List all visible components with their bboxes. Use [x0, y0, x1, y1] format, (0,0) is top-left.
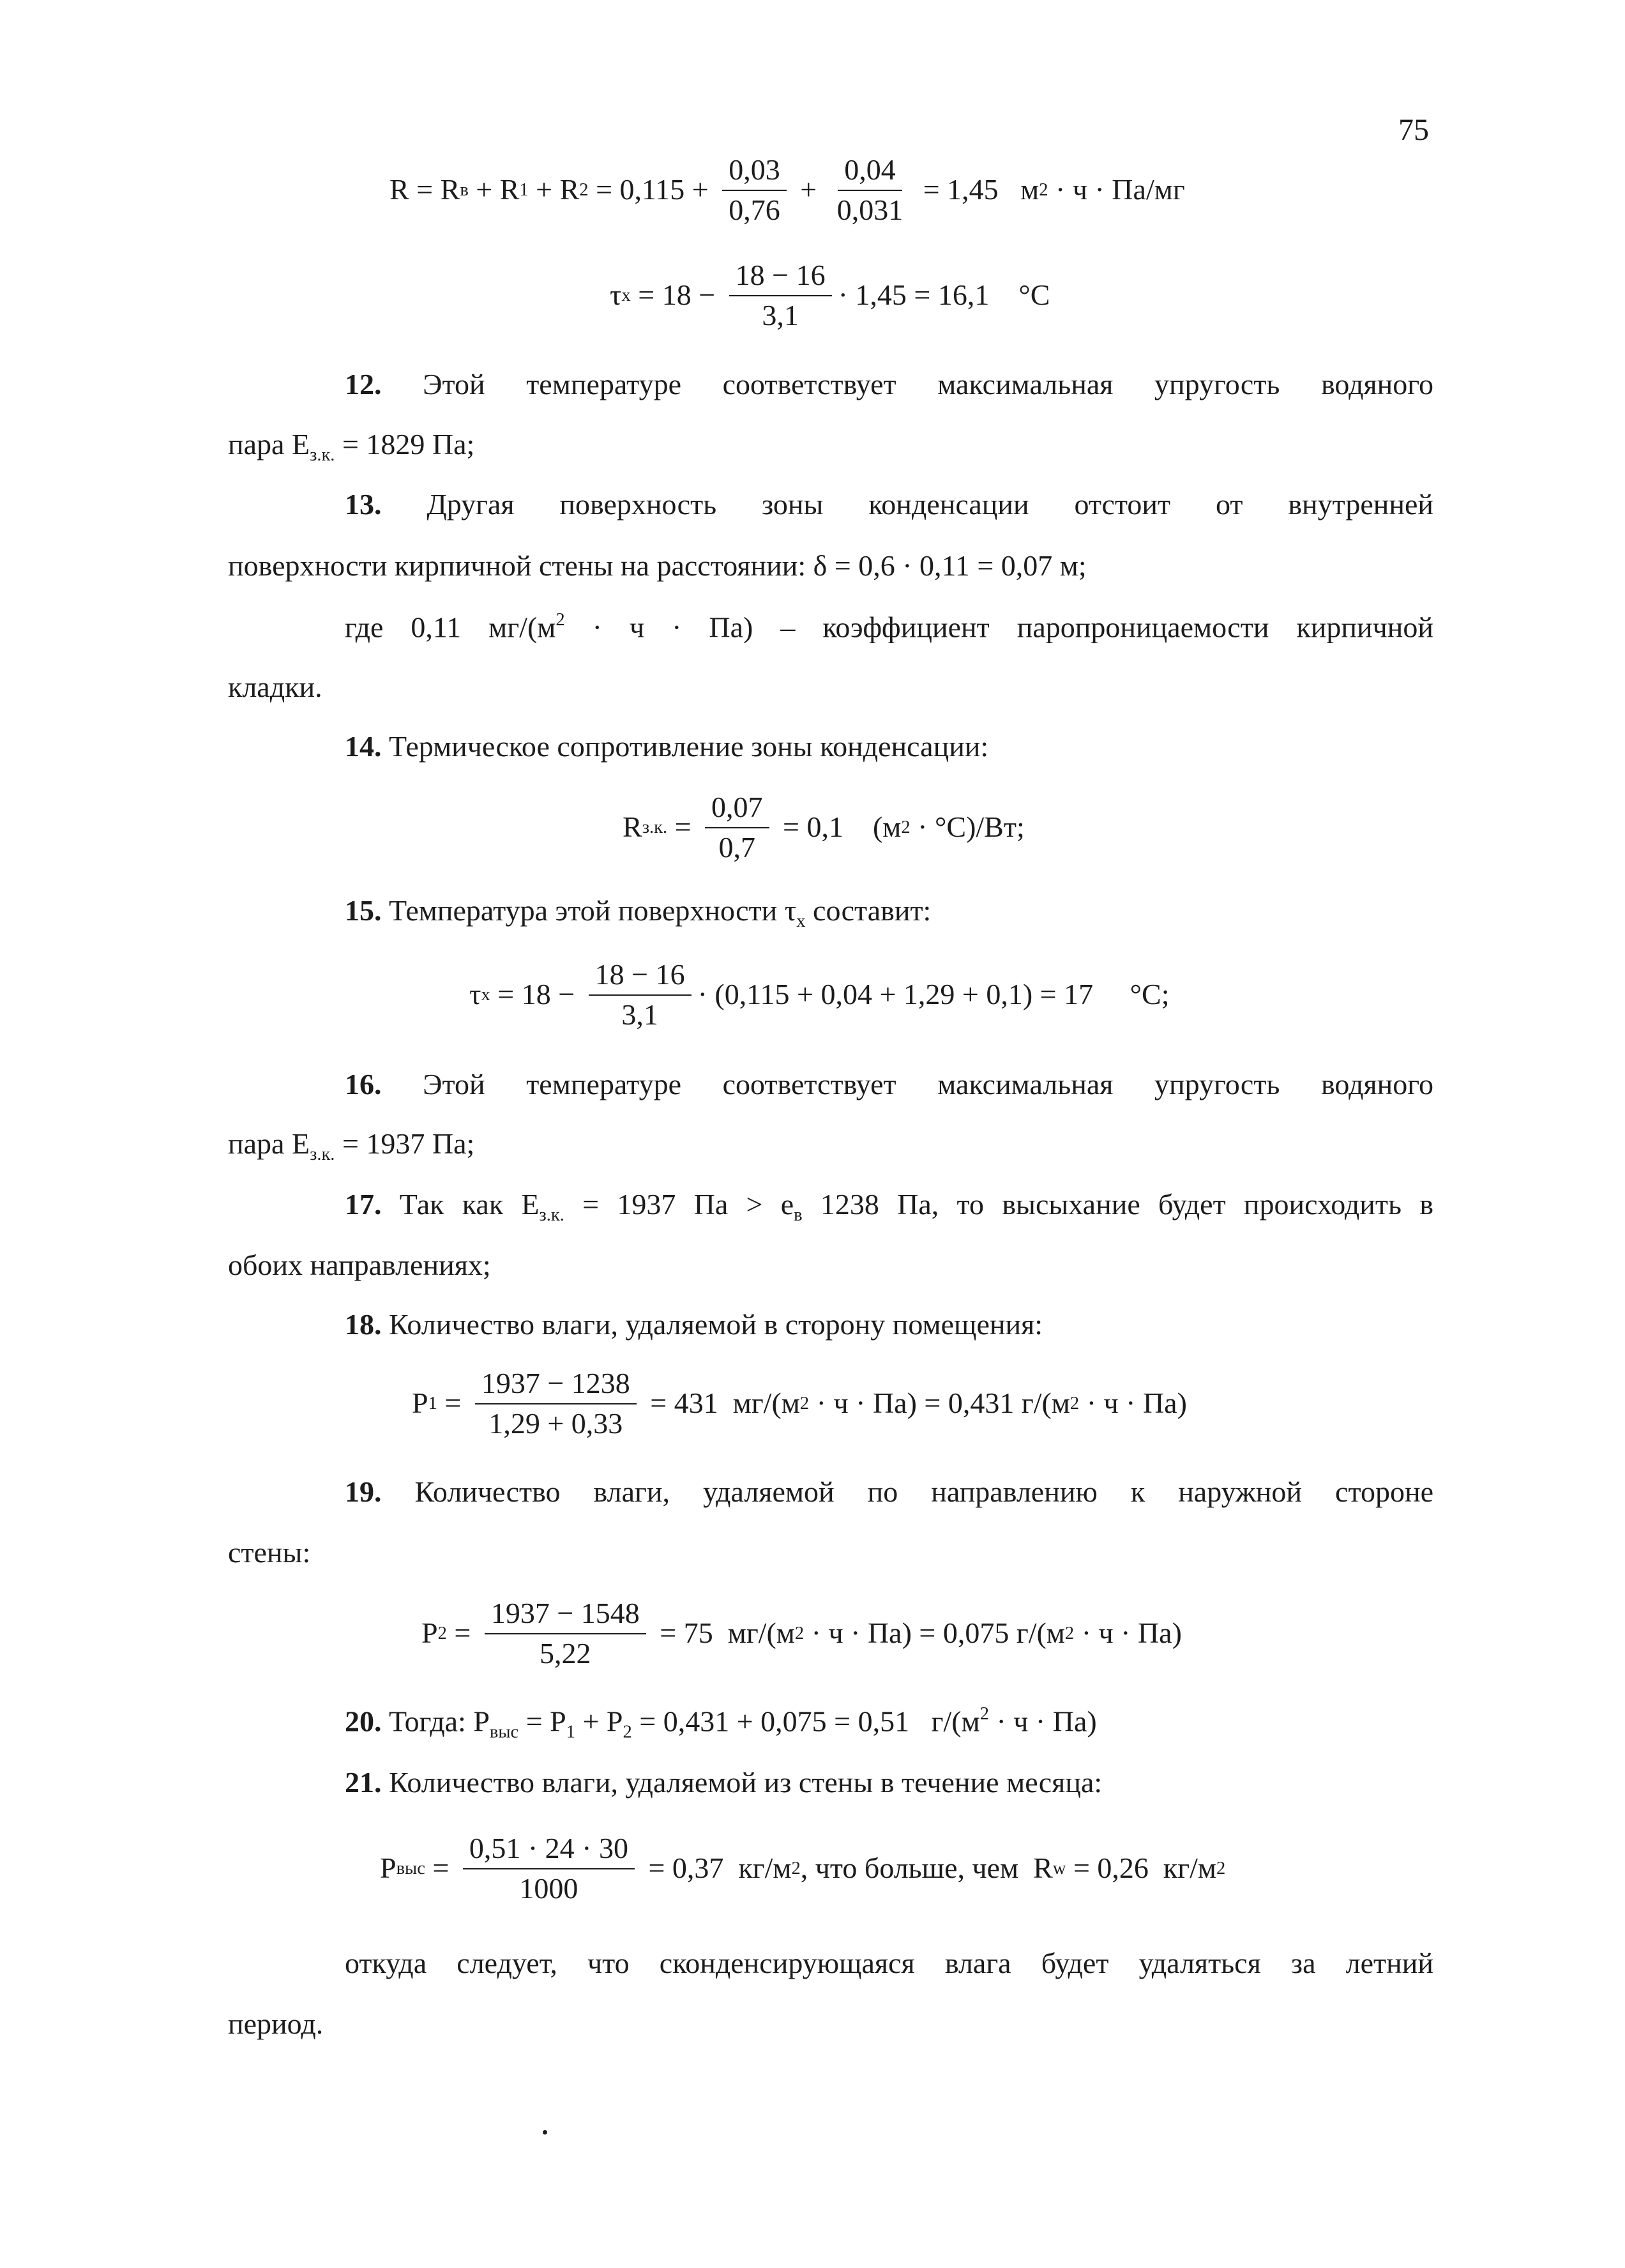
paragraph-20-number: 20. [345, 1705, 382, 1738]
paragraph-16-line-1 [345, 1068, 1433, 1102]
eq-pvys-lhs: P [380, 1852, 397, 1885]
eq-p1-mid: = [437, 1387, 469, 1420]
p20-sup: 2 [979, 1704, 989, 1724]
p16-line2-a: пара E [228, 1127, 310, 1160]
eq-r-mid3: = 0,115 + [588, 173, 716, 206]
eq-p2-denominator: 5,22 [540, 1636, 591, 1670]
eq-pvys-denominator: 1000 [519, 1871, 578, 1905]
p16-line2-b: = 1937 Па; [335, 1127, 475, 1160]
equation-r-zk [623, 791, 1025, 865]
eq-r-plus: + [792, 173, 824, 206]
eq-tau1-sub: x [621, 285, 631, 305]
p13-line3-b: · ч · Па) – коэффициент паропроницаемости кирпичной [564, 611, 1434, 644]
eq-p1-sup2: 2 [1069, 1393, 1080, 1413]
paragraph-13-line-3 [345, 610, 1433, 644]
eq-p1-denominator: 1,29 + 0,33 [488, 1406, 623, 1440]
p15-text-sub: x [796, 911, 806, 931]
eq-p2-numerator: 1937 − 1548 [485, 1597, 646, 1634]
paragraph-12-line-2 [228, 428, 474, 466]
eq-r-sub-2: 2 [579, 179, 589, 200]
eq-tau1-rest: · 1,45 = 16,1 °C [838, 278, 1050, 312]
eq-p2-rest-b: · ч · Па) = 0,075 г/(м [804, 1617, 1065, 1650]
eq-p2-lhs: P [421, 1617, 438, 1650]
p20-text-c: + P [575, 1705, 623, 1738]
eq-tau2-fraction [589, 958, 692, 1032]
eq-p1-rest-c: · ч · Па) [1079, 1387, 1187, 1420]
paragraph-21-text: Количество влаги, удаляемой из стены в течение месяца: [389, 1766, 1103, 1799]
closing-line-1: откуда следует, что сконденсирующаяся влага будет удаляться за летний [345, 1947, 1433, 1979]
eq-tau1-denominator: 3,1 [762, 298, 799, 331]
eq-p1-numerator: 1937 − 1238 [475, 1367, 637, 1404]
paragraph-19-line-2: стены: [228, 1536, 311, 1569]
eq-p1-rest-b: · ч · Па) = 0,431 г/(м [809, 1387, 1070, 1420]
eq-pvys-rest-a: = 0,37 кг/м [640, 1852, 792, 1885]
eq-tau1-lhs: τ [610, 278, 622, 312]
eq-r-mid1: + R [468, 173, 520, 206]
eq-p2-fraction [485, 1597, 646, 1671]
p15-text-a: Температура этой поверхности τ [389, 894, 797, 927]
eq-r-f2-numerator: 0,04 [838, 153, 902, 191]
eq-rzk-sup: 2 [901, 817, 911, 837]
eq-r-unit: · ч · Па/мг [1048, 173, 1185, 206]
paragraph-15-number: 15. [345, 894, 382, 927]
eq-p1-sup1: 2 [799, 1393, 810, 1413]
paragraph-18-number: 18. [345, 1308, 382, 1341]
paragraph-19-line-1 [345, 1475, 1433, 1509]
eq-r-sub-1: 1 [519, 179, 529, 200]
eq-pvys-fraction [463, 1832, 635, 1906]
paragraph-13-line-4: кладки. [228, 671, 322, 703]
paragraph-19-number: 19. [345, 1475, 382, 1508]
paragraph-15 [345, 894, 931, 932]
paragraph-13-number: 13. [345, 488, 382, 521]
eq-p2-mid: = [446, 1617, 478, 1650]
paragraph-18 [345, 1308, 1043, 1342]
paragraph-14 [345, 730, 988, 764]
eq-tau2-sub: x [481, 984, 490, 1005]
p13-line3-sup: 2 [556, 610, 565, 630]
p17-line1-sub2: в [794, 1205, 803, 1225]
paragraph-14-number: 14. [345, 730, 382, 763]
equation-p-vys [380, 1832, 1225, 1906]
eq-rzk-lhs: R [623, 811, 642, 844]
eq-rzk-rest-a: = 0,1 (м [775, 811, 902, 844]
p17-line1-b: = 1937 Па > e [564, 1188, 794, 1221]
p12-line2-b: = 1829 Па; [335, 428, 475, 460]
eq-r-f2-denominator: 0,031 [836, 193, 903, 226]
p17-line1-sub: з.к. [539, 1205, 564, 1225]
paragraph-14-text: Термическое сопротивление зоны конденсации: [389, 730, 989, 763]
scan-speck [543, 2130, 547, 2135]
eq-tau1-eq: = 18 − [630, 278, 723, 312]
eq-pvys-sub2: w [1052, 1858, 1066, 1878]
eq-r-mid2: + R [528, 173, 580, 206]
eq-pvys-numerator: 0,51 · 24 · 30 [463, 1832, 635, 1869]
eq-pvys-sup1: 2 [791, 1858, 801, 1878]
eq-tau1-fraction [729, 259, 832, 333]
paragraph-13-line-2: поверхности кирпичной стены на расстоянии: δ = 0,6 · 0,11 = 0,07 м; [228, 549, 1087, 582]
paragraph-16-text: Этой температуре соответствует максимальная упругость водяного [423, 1068, 1433, 1100]
p13-line3-a: где 0,11 мг/(м [345, 611, 556, 644]
eq-tau2-numerator: 18 − 16 [589, 958, 692, 996]
eq-tau2-mid: = 18 − [490, 978, 582, 1011]
eq-rzk-rest-b: · °C)/Вт; [910, 811, 1025, 844]
p12-line2-sub: з.к. [310, 445, 335, 465]
eq-r-result: = 1,45 м [916, 173, 1039, 206]
eq-r-fraction-2 [831, 153, 910, 227]
eq-p2-sub: 2 [437, 1623, 447, 1643]
p20-sub2: 2 [623, 1722, 632, 1742]
paragraph-13-line-1 [345, 488, 1433, 522]
eq-rzk-denominator: 0,7 [718, 830, 756, 864]
equation-tau-1 [610, 259, 1050, 333]
p20-text-a: Тогда: P [389, 1705, 490, 1738]
eq-rzk-sub: з.к. [642, 817, 668, 837]
eq-pvys-sup2: 2 [1216, 1858, 1226, 1878]
p17-line1-a: Так как E [399, 1188, 540, 1221]
paragraph-21-number: 21. [345, 1766, 382, 1799]
eq-p2-rest-a: = 75 мг/(м [652, 1617, 795, 1650]
p16-line2-sub: з.к. [310, 1144, 335, 1164]
equation-r-total [389, 153, 1185, 227]
equation-p1 [412, 1367, 1187, 1441]
eq-tau2-lhs: τ [469, 978, 481, 1011]
eq-rzk-fraction [705, 791, 769, 865]
eq-rzk-mid: = [667, 811, 699, 844]
eq-tau1-numerator: 18 − 16 [729, 259, 832, 296]
eq-pvys-sub: выс [396, 1858, 425, 1878]
paragraph-12-line-1 [345, 368, 1433, 402]
eq-r-f1-denominator: 0,76 [729, 193, 780, 226]
paragraph-20 [345, 1704, 1097, 1743]
eq-r-fraction-1 [722, 153, 787, 227]
p12-line2-a: пара E [228, 428, 310, 460]
eq-r-sub-v: в [460, 179, 469, 200]
paragraph-13-text: Другая поверхность зоны конденсации отстоит от внутренней [427, 488, 1434, 521]
eq-p1-sub: 1 [428, 1393, 437, 1413]
eq-pvys-rest-c: = 0,26 кг/м [1066, 1852, 1216, 1885]
eq-tau2-denominator: 3,1 [621, 998, 658, 1031]
closing-line-2: период. [228, 2007, 324, 2040]
paragraph-12-text: Этой температуре соответствует максимальная упругость водяного [423, 368, 1433, 400]
paragraph-21 [345, 1766, 1102, 1800]
eq-p2-sup1: 2 [794, 1623, 805, 1643]
p17-line1-c: 1238 Па, то высыхание будет происходить в [802, 1188, 1433, 1221]
page-number: 75 [1398, 113, 1429, 147]
p20-sub-vys: выс [489, 1722, 519, 1742]
paragraph-16-number: 16. [345, 1068, 382, 1100]
paragraph-17-line-1 [345, 1188, 1433, 1226]
paragraph-18-text: Количество влаги, удаляемой в сторону помещения: [389, 1308, 1043, 1341]
eq-p1-lhs: P [412, 1387, 428, 1420]
p15-text-b: составит: [805, 894, 932, 927]
eq-tau2-rest: · (0,115 + 0,04 + 1,29 + 0,1) = 17 °C; [697, 978, 1170, 1011]
paragraph-16-line-2 [228, 1127, 474, 1166]
p20-text-d: = 0,431 + 0,075 = 0,51 г/(м [631, 1705, 980, 1738]
eq-pvys-rest-b: , что больше, чем R [800, 1852, 1053, 1885]
paragraph-12-number: 12. [345, 368, 382, 400]
p20-text-b: = P [518, 1705, 566, 1738]
paragraph-17-line-2: обоих направлениях; [228, 1249, 491, 1281]
eq-p2-rest-c: · ч · Па) [1074, 1617, 1182, 1650]
equation-p2 [421, 1597, 1182, 1671]
eq-p2-sup2: 2 [1064, 1623, 1075, 1643]
eq-p1-fraction [475, 1367, 637, 1441]
eq-r-lhs: R = R [389, 173, 460, 206]
paragraph-17-number: 17. [345, 1188, 382, 1221]
eq-rzk-numerator: 0,07 [705, 791, 769, 828]
p20-text-e: · ч · Па) [988, 1705, 1097, 1738]
eq-p1-rest-a: = 431 мг/(м [642, 1387, 800, 1420]
eq-pvys-mid: = [425, 1852, 457, 1885]
eq-r-f1-numerator: 0,03 [722, 153, 787, 191]
eq-r-sup: 2 [1039, 179, 1048, 200]
p20-sub1: 1 [566, 1722, 575, 1742]
paragraph-19-text: Количество влаги, удаляемой по направлению к наружной стороне [414, 1475, 1433, 1508]
equation-tau-2 [469, 958, 1169, 1032]
